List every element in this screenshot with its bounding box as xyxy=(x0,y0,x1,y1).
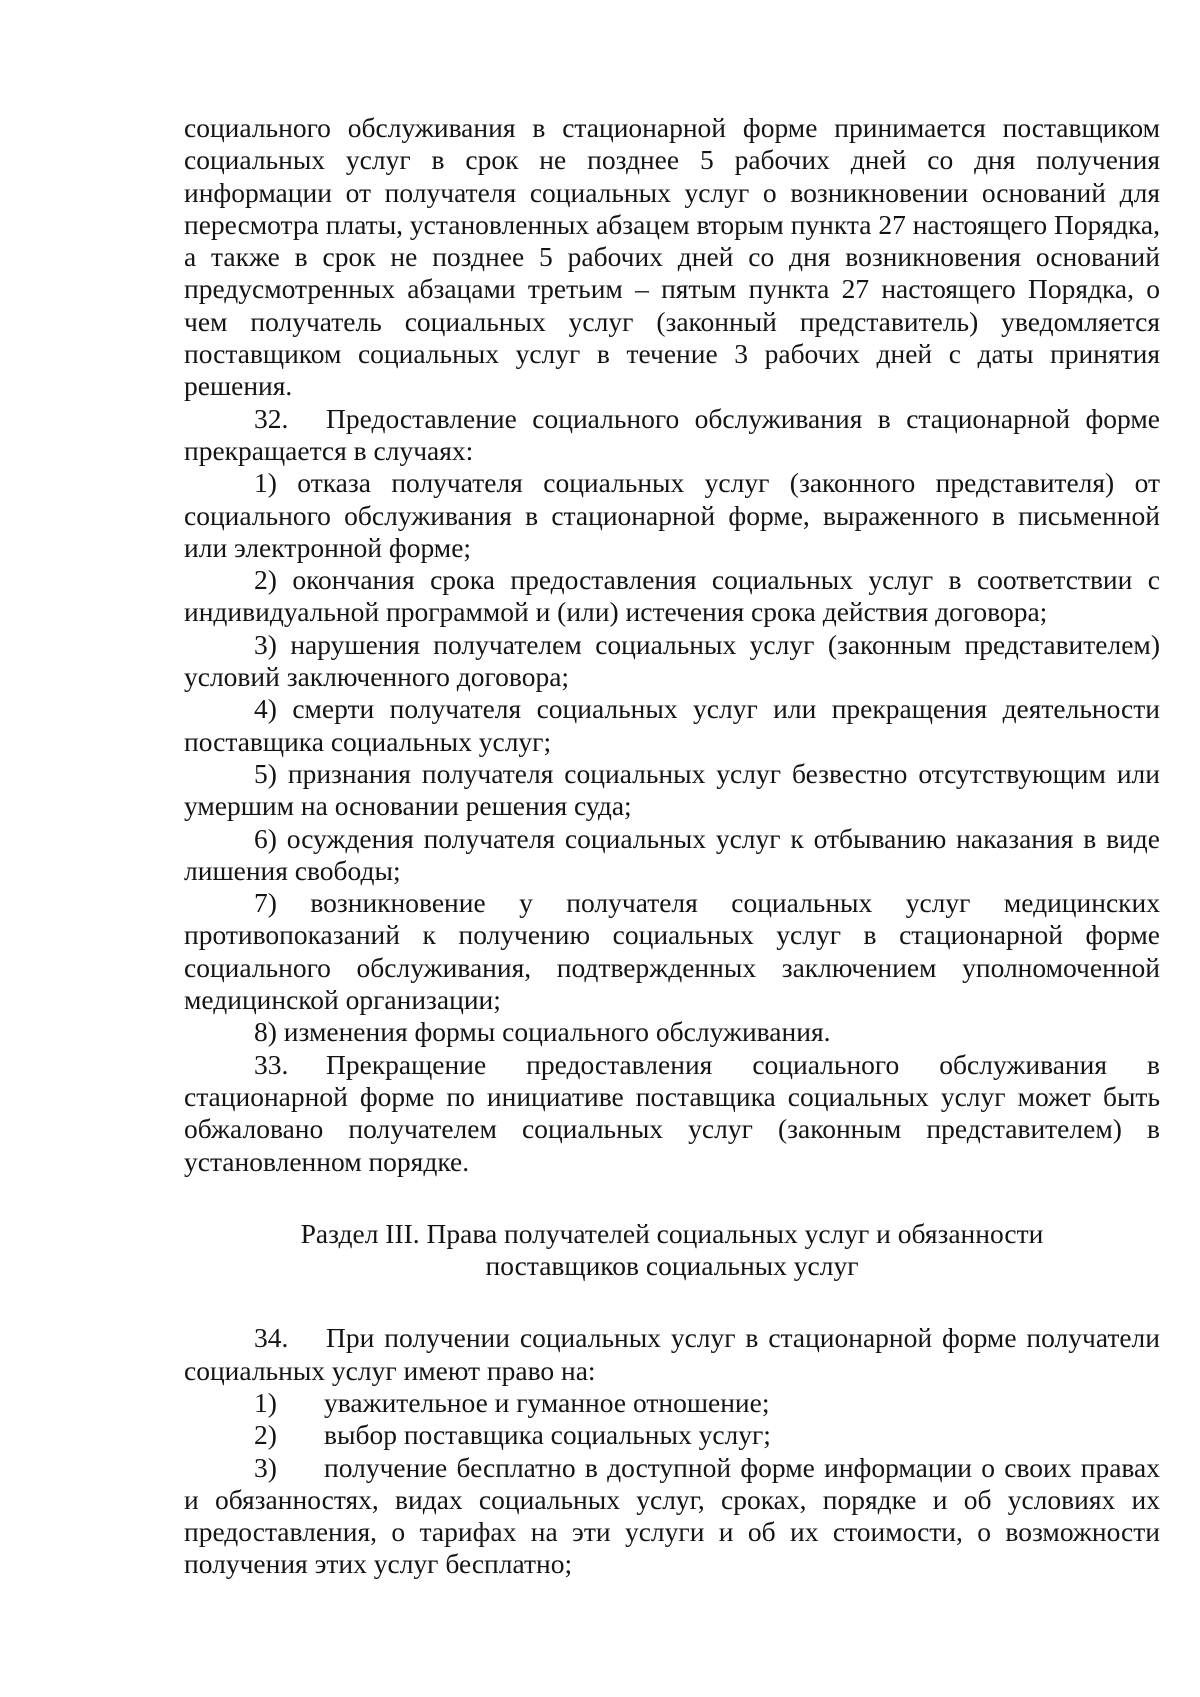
paragraph-32 xyxy=(184,403,1160,468)
section-title-line-1: Раздел III. Права получателей социальных услуг и обязанности xyxy=(300,1217,1044,1249)
right-item xyxy=(184,1419,1160,1451)
paragraph-33 xyxy=(184,1049,1160,1178)
case-item: 8) изменения формы социального обслуживания. xyxy=(254,1016,831,1048)
right-text: уважительное и гуманное отношение; xyxy=(324,1386,770,1418)
right-text: выбор поставщика социальных услуг; xyxy=(324,1419,771,1451)
case-item: 5) признания получателя социальных услуг безвестно отсутствующим или умершим на основании решения суда; xyxy=(184,757,1160,822)
section-title-line-2: поставщиков социальных услуг xyxy=(485,1250,859,1282)
right-item xyxy=(184,1387,1160,1419)
right-item xyxy=(184,1452,1160,1581)
paragraph-text: Прекращение предоставления социального обслуживания в стационарной форме по инициативе поставщика социальных услуг может быть обжаловано получателем социальных услуг (законным представителем) в установленном порядке. xyxy=(184,1048,1160,1177)
case-item: 6) осуждения получателя социальных услуг к отбыванию наказания в виде лишения свободы; xyxy=(184,822,1160,886)
paragraph-text: При получении социальных услуг в стационарной форме получатели социальных услуг имеют право на: xyxy=(184,1322,1160,1386)
continuation-paragraph: социального обслуживания в стационарной форме принимается поставщиком социальных услуг в срок не позднее 5 рабочих дней со дня получения информации от получателя социальных услуг о возникновении оснований для пересмотра платы, установленных абзацем вторым пункта 27 настоящего Порядка, а также в срок не позднее 5 рабочих дней со дня возникновения оснований предусмотренных абзацами третьим – пятым пункта 27 настоящего Порядка, о чем получатель социальных услуг (законный представитель) уведомляется поставщиком социальных услуг в течение 3 рабочих дней с даты принятия решения. xyxy=(184,112,1160,402)
paragraph-number: 32. xyxy=(254,402,289,434)
case-item: 2) окончания срока предоставления социальных услуг в соответствии с индивидуальной программой и (или) истечения срока действия договора; xyxy=(184,564,1160,628)
paragraph-34 xyxy=(184,1322,1160,1387)
paragraph-number: 33. xyxy=(254,1048,289,1080)
document-page xyxy=(184,112,1160,1581)
paragraph-text: Предоставление социального обслуживания в стационарной форме прекращается в случаях: xyxy=(184,402,1160,466)
case-item: 3) нарушения получателем социальных услуг (законным представителем) условий заключенного договора; xyxy=(184,628,1160,693)
list-marker: 3) xyxy=(254,1451,277,1483)
paragraph-number: 34. xyxy=(254,1322,289,1354)
section-title xyxy=(184,1218,1160,1283)
list-marker: 2) xyxy=(254,1419,277,1451)
right-text: получение бесплатно в доступной форме информации о своих правах и обязанностях, видах социальных услуг, сроках, порядке и об условиях их предоставления, о тарифах на эти услуги и об их стоимости, о возможности получения этих услуг бесплатно; xyxy=(184,1451,1160,1580)
case-item: 1) отказа получателя социальных услуг (законного представителя) от социального обслуживания в стационарной форме, выраженного в письменной или электронной форме; xyxy=(184,467,1160,563)
case-item: 7) возникновение у получателя социальных услуг медицинских противопоказаний к получению социальных услуг в стационарной форме социального обслуживания, подтвержденных заключением уполномоченной медицинской организации; xyxy=(184,887,1160,1016)
case-item: 4) смерти получателя социальных услуг или прекращения деятельности поставщика социальных услуг; xyxy=(184,693,1160,757)
list-marker: 1) xyxy=(254,1386,277,1418)
